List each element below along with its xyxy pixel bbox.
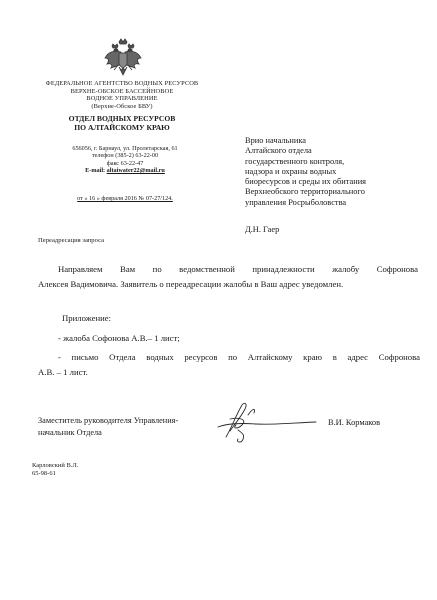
coat-of-arms-emblem [104,38,142,78]
recipient-block [245,136,425,208]
attachment-line: А.В. – 1 лист. [38,367,88,377]
recipient-line: биоресурсов и среды их обитания [245,177,367,187]
address-text: 656056, г. Барнаул, ул. Пролетарская, 61 [72,145,178,152]
agency-header [30,80,214,110]
signer-position [38,415,238,439]
agency-line: ФЕДЕРАЛЬНОЕ АГЕНТСТВО ВОДНЫХ РЕСУРСОВ [45,80,199,87]
recipient-name: Д.Н. Гаер [245,225,280,234]
department-line: ПО АЛТАЙСКОМУ КРАЮ [74,123,170,133]
recipient-line: Верхнеобского территориального [245,187,365,197]
recipient-line: надзора и охраны водных [245,166,337,176]
paragraph-line: Алексея Вадимовича. Заявитель о переадресации жалобы в Ваш адрес уведомлен. [38,279,344,289]
agency-line: ВОДНОЕ УПРАВЛЕНИЕ [86,95,158,103]
recipient-line: управления Росрыболовства [245,197,347,207]
email-label: E-mail: [85,167,107,175]
email-line [40,167,210,174]
agency-line: (Верхне-Обское БВУ) [91,102,153,110]
recipient-line: государственного контроля, [245,156,345,166]
recipient-line: Алтайского отдела [245,146,312,156]
attachment-line: - письмо Отдела водных ресурсов по Алтайскому краю в адрес Софронова [58,352,420,362]
department-header [30,114,214,133]
position-line: Заместитель руководителя Управления- [38,416,179,425]
subject-line: Переадресация запроса [38,237,104,244]
paragraph-line: Направляем Вам по ведомственной принадлежности жалобу Софронова [58,264,418,274]
executor-block [32,462,152,478]
phone-text: телефон (385-2) 63-22-00 [91,152,159,160]
attachment-item [58,350,420,365]
fax-text: факс 63-22-47 [106,159,144,167]
position-line: начальник Отдела [38,428,102,437]
department-line: ОТДЕЛ ВОДНЫХ РЕСУРСОВ [68,114,176,123]
attachment-item: - жалоба Софонова А.В.– 1 лист; [58,333,180,343]
body-paragraph [38,262,418,292]
reference-number: от « 16 » февраля 2016 № 07-27/124. [77,195,173,202]
recipient-line: Врио начальника [245,136,307,145]
attachment-title: Приложение: [62,313,112,323]
contact-block [40,145,210,175]
executor-name: Карловский В.Л. [32,462,79,469]
executor-phone: 65-98-61 [32,470,56,477]
agency-line: ВЕРХНЕ-ОБСКОЕ БАССЕЙНОВОЕ [70,87,174,95]
email-link[interactable]: altaiwater22@mail.ru [106,167,165,175]
handwritten-signature [212,397,322,445]
signer-name: В.И. Кормаков [328,418,381,427]
